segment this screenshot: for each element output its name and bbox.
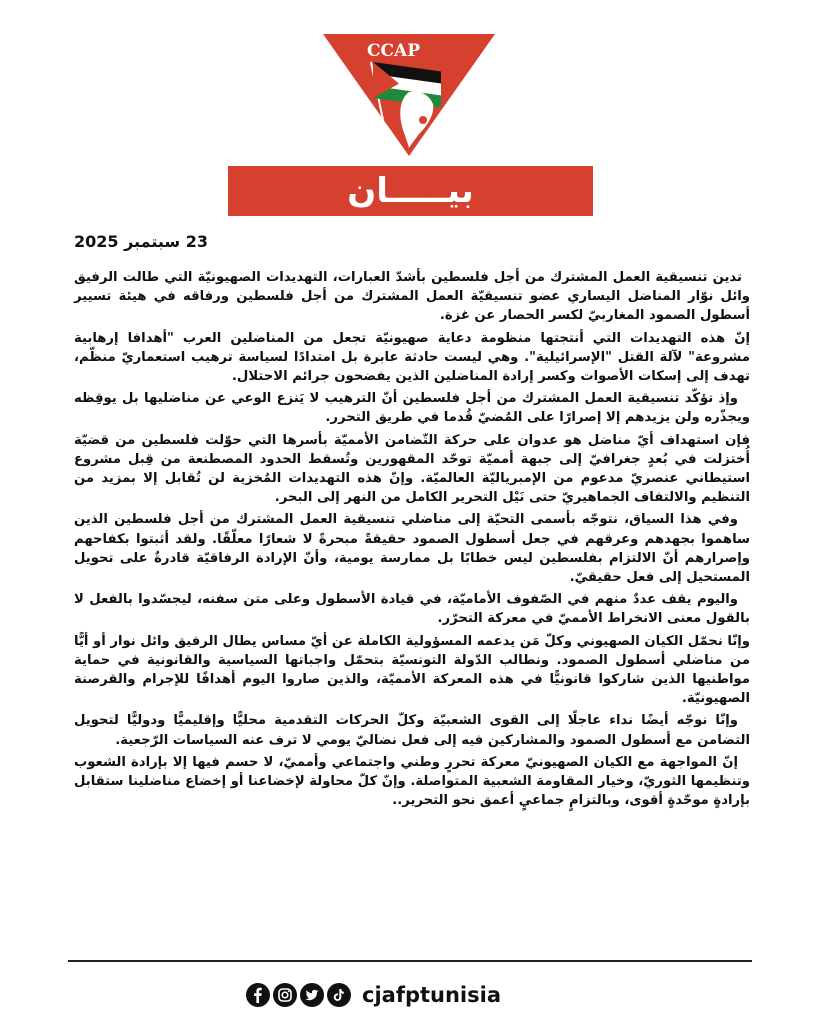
facebook-icon[interactable] [246, 983, 270, 1007]
social-footer [246, 981, 501, 1009]
instagram-icon[interactable] [273, 983, 297, 1007]
tiktok-icon[interactable] [327, 983, 351, 1007]
logo-text: CCAP [367, 41, 421, 61]
social-handle[interactable]: cjafptunisia [362, 983, 501, 1007]
page-title: بيـــــان [347, 171, 474, 211]
paragraph-7: وإنّا نحمّل الكيان الصهيوني وكلّ مَن يدعمه المسؤولية الكاملة عن أيّ مساس يطال الرفيق وائل نوار أو أيًّا من مناضلي أسطول الصمود. ونطالب الدّولة التونسيّة بتحمّل واجباتها السياسية والقانونية في حماية مواطنيها الذين شاركوا قانونيًّا في هذه المعركة الأمميّة، والذين صاروا اليوم أهدافًا للإجرام والقرصنة الصهيونيّة. [74, 633, 750, 707]
statement-date: 23 سبتمبر 2025 [74, 232, 208, 251]
twitter-icon[interactable] [300, 983, 324, 1007]
paragraph-1: تدين تنسيقية العمل المشترك من أجل فلسطين بأشدّ العبارات، التهديدات الصهيونيّة التي طالت الرفيق وائل نوّار المناضل اليساري عضو تنسيقيّة العمل المشترك من أجل فلسطين ورفاقه في هيئة تسيير أسطول الصمود المغاربيّ لكسر الحصار عن غزة. [74, 270, 750, 324]
paragraph-5: وفي هذا السياق، نتوجّه بأسمى التحيّة إلى مناضلي تنسيقية العمل المشترك من أجل فلسطين الذين ساهموا بجهدهم وعرقهم في جعل أسطول الصمود حقيقةً مبحرةً لا شعارًا معلّقًا. ولقد أثبتوا بكفاحهم وإصرارهم أنّ الالتزام بفلسطين ليس خطابًا بل ممارسة يومية، وأنّ الإرادة الرفاقيّة قادرةٌ على تحويل المستحيل إلى فعل حقيقيّ. [74, 512, 750, 586]
title-banner [228, 166, 593, 216]
paragraph-2: إنّ هذه التهديدات التي أنتجتها منظومة دعاية صهيونيّة تجعل من المناضلين العرب "أهدافا إرهابية مشروعة" لآلة القتل "الإسرائيلية". وهي ليست حادثة عابرة بل امتدادًا لسياسة ترهيب استعماريّ منظّم، تهدف إلى إسكات الأصوات وكسر إرادة المناضلين الذين يفضحون جرائم الاحتلال. [74, 330, 750, 385]
statement-body [74, 268, 750, 813]
paragraph-6: واليوم يقف عددٌ منهم في الصّفوف الأماميّة، في قيادة الأسطول وعلى متن سفنه، ليجسّدوا بالفعل لا بالقول معنى الانخراط الأمميّ في معركة التحرّر. [74, 592, 750, 627]
logo-emblem-icon [323, 34, 495, 156]
paragraph-9: إنّ المواجهة مع الكيان الصهيونيّ معركة تحررٍ وطني واجتماعي وأمميّ، لا حسم فيها إلا بإرادة الشعوب وتنظيمها الثوريّ، وخيار المقاومة الشعبية المتواصلة. وإنّ كلّ محاولة لإخضاعنا أو إخضاع مناضلينا ستقابل بإرادةٍ موحّدةٍ أقوى، وبالتزامٍ جماعيٍ أعمق نحو التحرير.. [74, 754, 750, 809]
ccap-logo [323, 34, 495, 156]
paragraph-8: وإنّا نوجّه أيضًا نداء عاجلًا إلى القوى الشعبيّة وكلّ الحركات التقدمية محليًّا وإقليميًّا ودوليًّا لتحويل التضامن مع أسطول الصمود والمشاركين فيه إلى فعل نضاليّ يومي لا ترف عنه السياسات الرّجعية. [74, 713, 750, 748]
paragraph-3: وإذ تؤكّد تنسيقية العمل المشترك من أجل فلسطين أنّ الترهيب لا يَنزع الوعي عن مناضليها بل يوقِظه ويجذّره ولن يزيدهم إلا إصرارًا على المُضيّ قُدما في طريق التحرر. [74, 391, 750, 426]
paragraph-4: فإن استهداف أيّ مناضل هو عدوان على حركة التّضامن الأمميّة بأسرها التي حوّلت فلسطين من قضيّة أُختزلت في بُعدٍ جغرافيّ إلى جبهة أمميّة توحّد المقهورين وتُسقط الحدود المصطنعة من قِبل مشروع استيطاني عنصريّ مدعوم من الإمبرياليّة العالميّة. وإنّ هذه التهديدات المُخزية لن تُقابل إلا بمزيد من التنظيم والالتفاف الجماهيريّ حتى نَيْل التحرير الكامل من النهر إلى البحر. [74, 432, 750, 506]
footer-divider [68, 960, 752, 962]
